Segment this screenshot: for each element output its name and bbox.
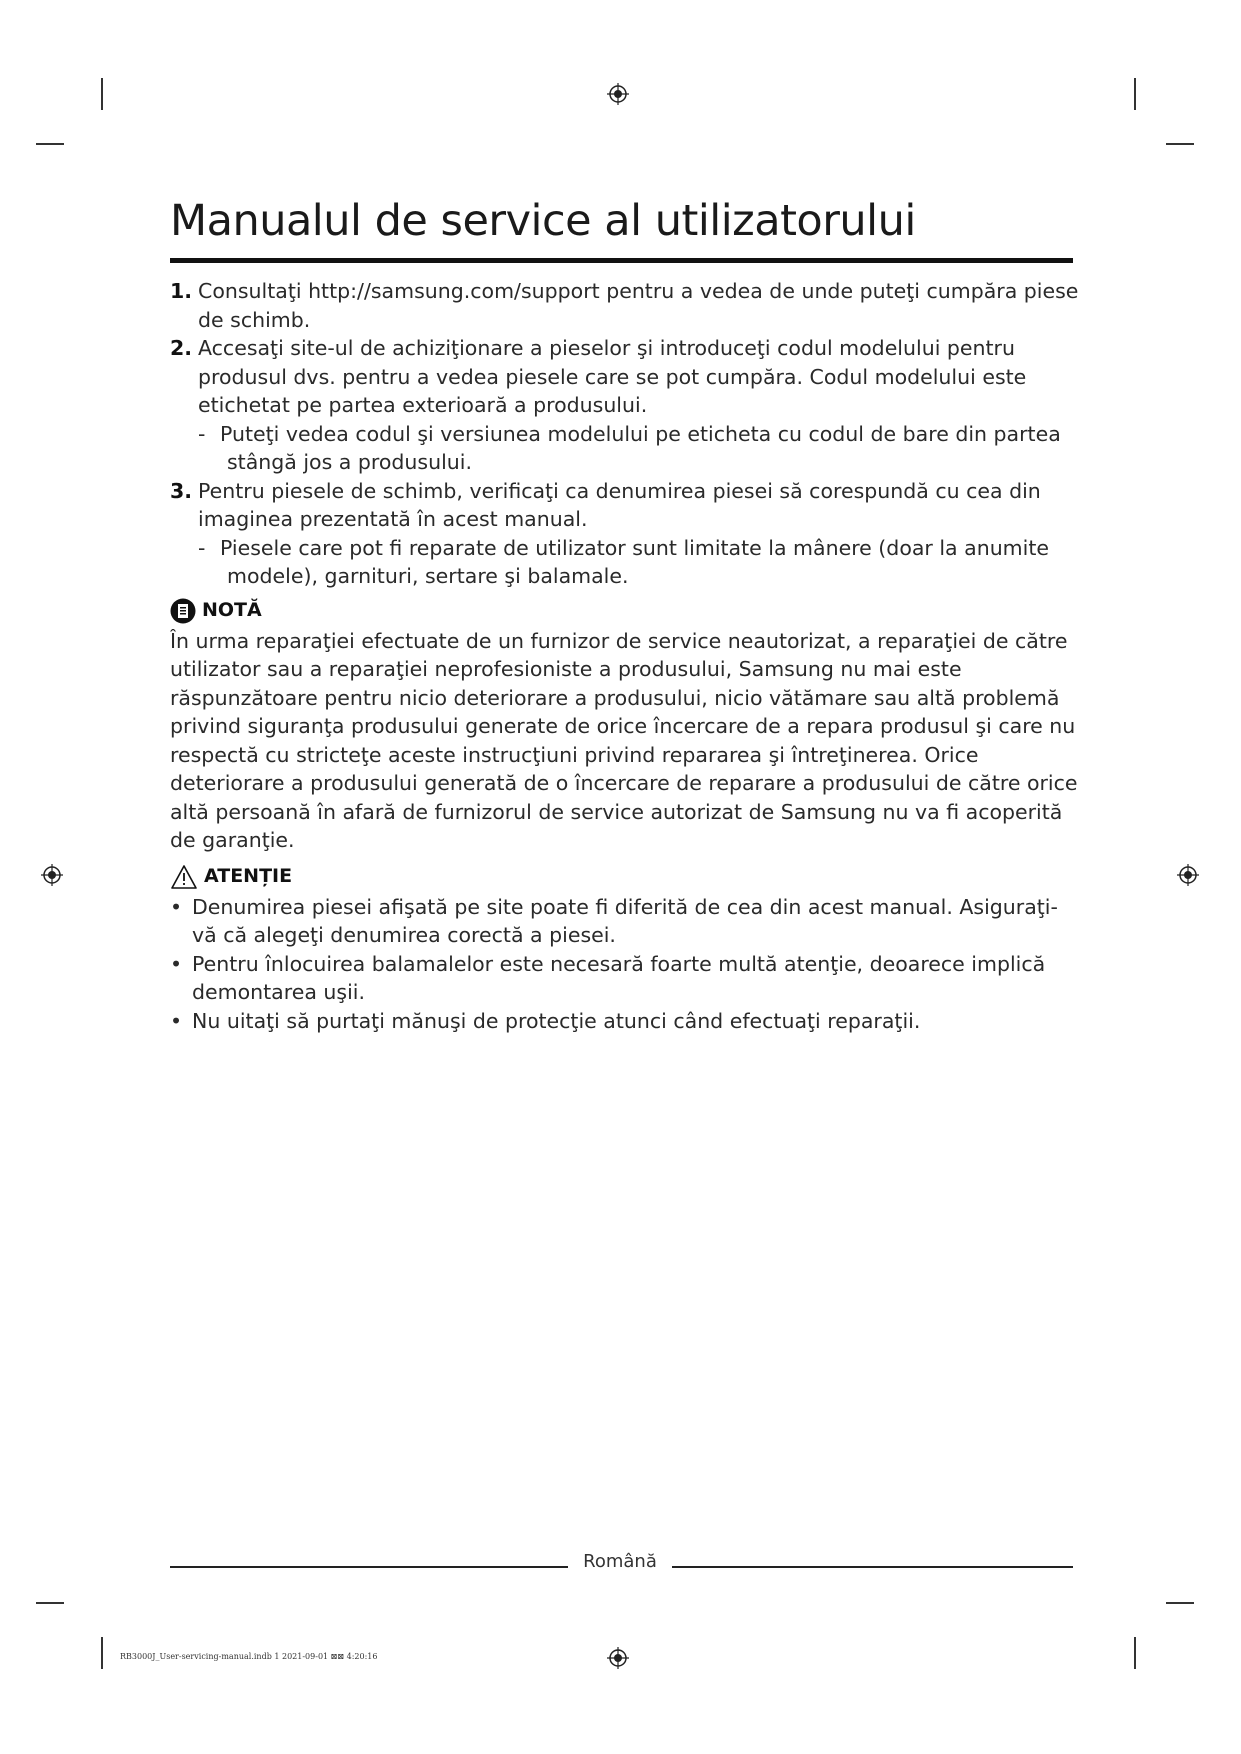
registration-mark-icon (607, 1647, 629, 1669)
bullet-marker: • (170, 951, 183, 976)
step-text: Accesaţi site-ul de achiziţionare a pieselor şi introduceţi codul modelului pentru produsul dvs. pentru a vedea piesele care se pot cumpăra. Codul modelului este etichetat pe partea exterioară a produsului. (198, 336, 1027, 417)
bullet-marker: • (170, 894, 183, 919)
footer-rule (672, 1566, 1073, 1568)
caution-heading (170, 861, 1080, 893)
list-item (170, 1007, 1080, 1036)
bullet-marker: • (170, 1008, 183, 1033)
note-icon (170, 598, 196, 624)
sub-item-text: Piesele care pot fi reparate de utilizator sunt limitate la mânere (doar la anumite modele), garnituri, sertare şi balamale. (220, 535, 1049, 588)
note-heading-label: NOTĂ (202, 599, 262, 622)
list-item (170, 893, 1080, 950)
caution-heading-label: ATENȚIE (204, 865, 293, 888)
registration-mark-icon (607, 83, 629, 105)
caution-list (170, 893, 1080, 1036)
warning-triangle-icon (170, 864, 198, 890)
footer-language: Română (583, 1551, 657, 1572)
main-content (170, 277, 1080, 1035)
dash-marker: - (198, 421, 206, 446)
bullet-text: Nu uitaţi să purtaţi mănuşi de protecţie atunci când efectuaţi reparaţii. (192, 1008, 921, 1033)
list-item (170, 277, 1080, 334)
crop-mark (36, 143, 64, 145)
bullet-text: Pentru înlocuirea balamalelor este necesară foarte multă atenţie, deoarece implică demontarea uşii. (192, 951, 1046, 1004)
list-item (170, 950, 1080, 1007)
step-number: 1. (170, 279, 193, 303)
note-text: În urma reparaţiei efectuate de un furnizor de service neautorizat, a reparaţiei de către utilizator sau a reparaţiei neprofesioniste a produsului, Samsung nu mai este răspunzătoare pentru nicio deteriorare a produsului, nicio vătămare sau altă problemă privind siguranţa produsului generate de orice încercare de a repara produsul şi care nu respectă cu stricteţe aceste instrucţiuni privind repararea şi întreţinerea. Orice deteriorare a produsului generată de o încercare de reparare a produsului de către orice altă persoană în afară de furnizorul de service autorizat de Samsung nu va fi acoperită de garanţie. (170, 628, 1078, 852)
step-text: Pentru piesele de schimb, verificaţi ca denumirea piesei să corespundă cu cea din imaginea prezentată în acest manual. (198, 478, 1041, 531)
sub-item-text: Puteţi vedea codul şi versiunea modelului pe eticheta cu codul de bare din partea stângă jos a produsului. (220, 421, 1061, 474)
step-number: 3. (170, 478, 193, 503)
sub-item (198, 534, 1080, 591)
page-title: Manualul de service al utilizatorului (170, 196, 916, 246)
note-heading (170, 595, 1080, 627)
print-imprint: RB3000J_User-servicing-manual.indb 1 2021-09-01 ⊠⊠ 4:20:16 (120, 1652, 378, 1661)
steps-list (170, 277, 1080, 591)
list-item (170, 334, 1080, 477)
step-text: Consultaţi http://samsung.com/support pentru a vedea de unde puteţi cumpăra piese de schimb. (198, 279, 1079, 332)
registration-mark-icon (41, 864, 63, 886)
crop-mark (101, 1637, 103, 1669)
crop-mark (1134, 78, 1136, 110)
title-underline (170, 258, 1073, 263)
bullet-text: Denumirea piesei afişată pe site poate fi diferită de cea din acest manual. Asiguraţi-vă că alegeţi denumirea corectă a piesei. (192, 894, 1058, 947)
crop-mark (1134, 1637, 1136, 1669)
registration-mark-icon (1177, 864, 1199, 886)
sub-item (198, 420, 1080, 477)
footer-rule (170, 1566, 568, 1568)
step-number: 2. (170, 336, 193, 360)
crop-mark (1166, 143, 1194, 145)
crop-mark (1166, 1602, 1194, 1604)
crop-mark (101, 78, 103, 110)
dash-marker: - (198, 535, 206, 560)
crop-mark (36, 1602, 64, 1604)
list-item (170, 477, 1080, 591)
